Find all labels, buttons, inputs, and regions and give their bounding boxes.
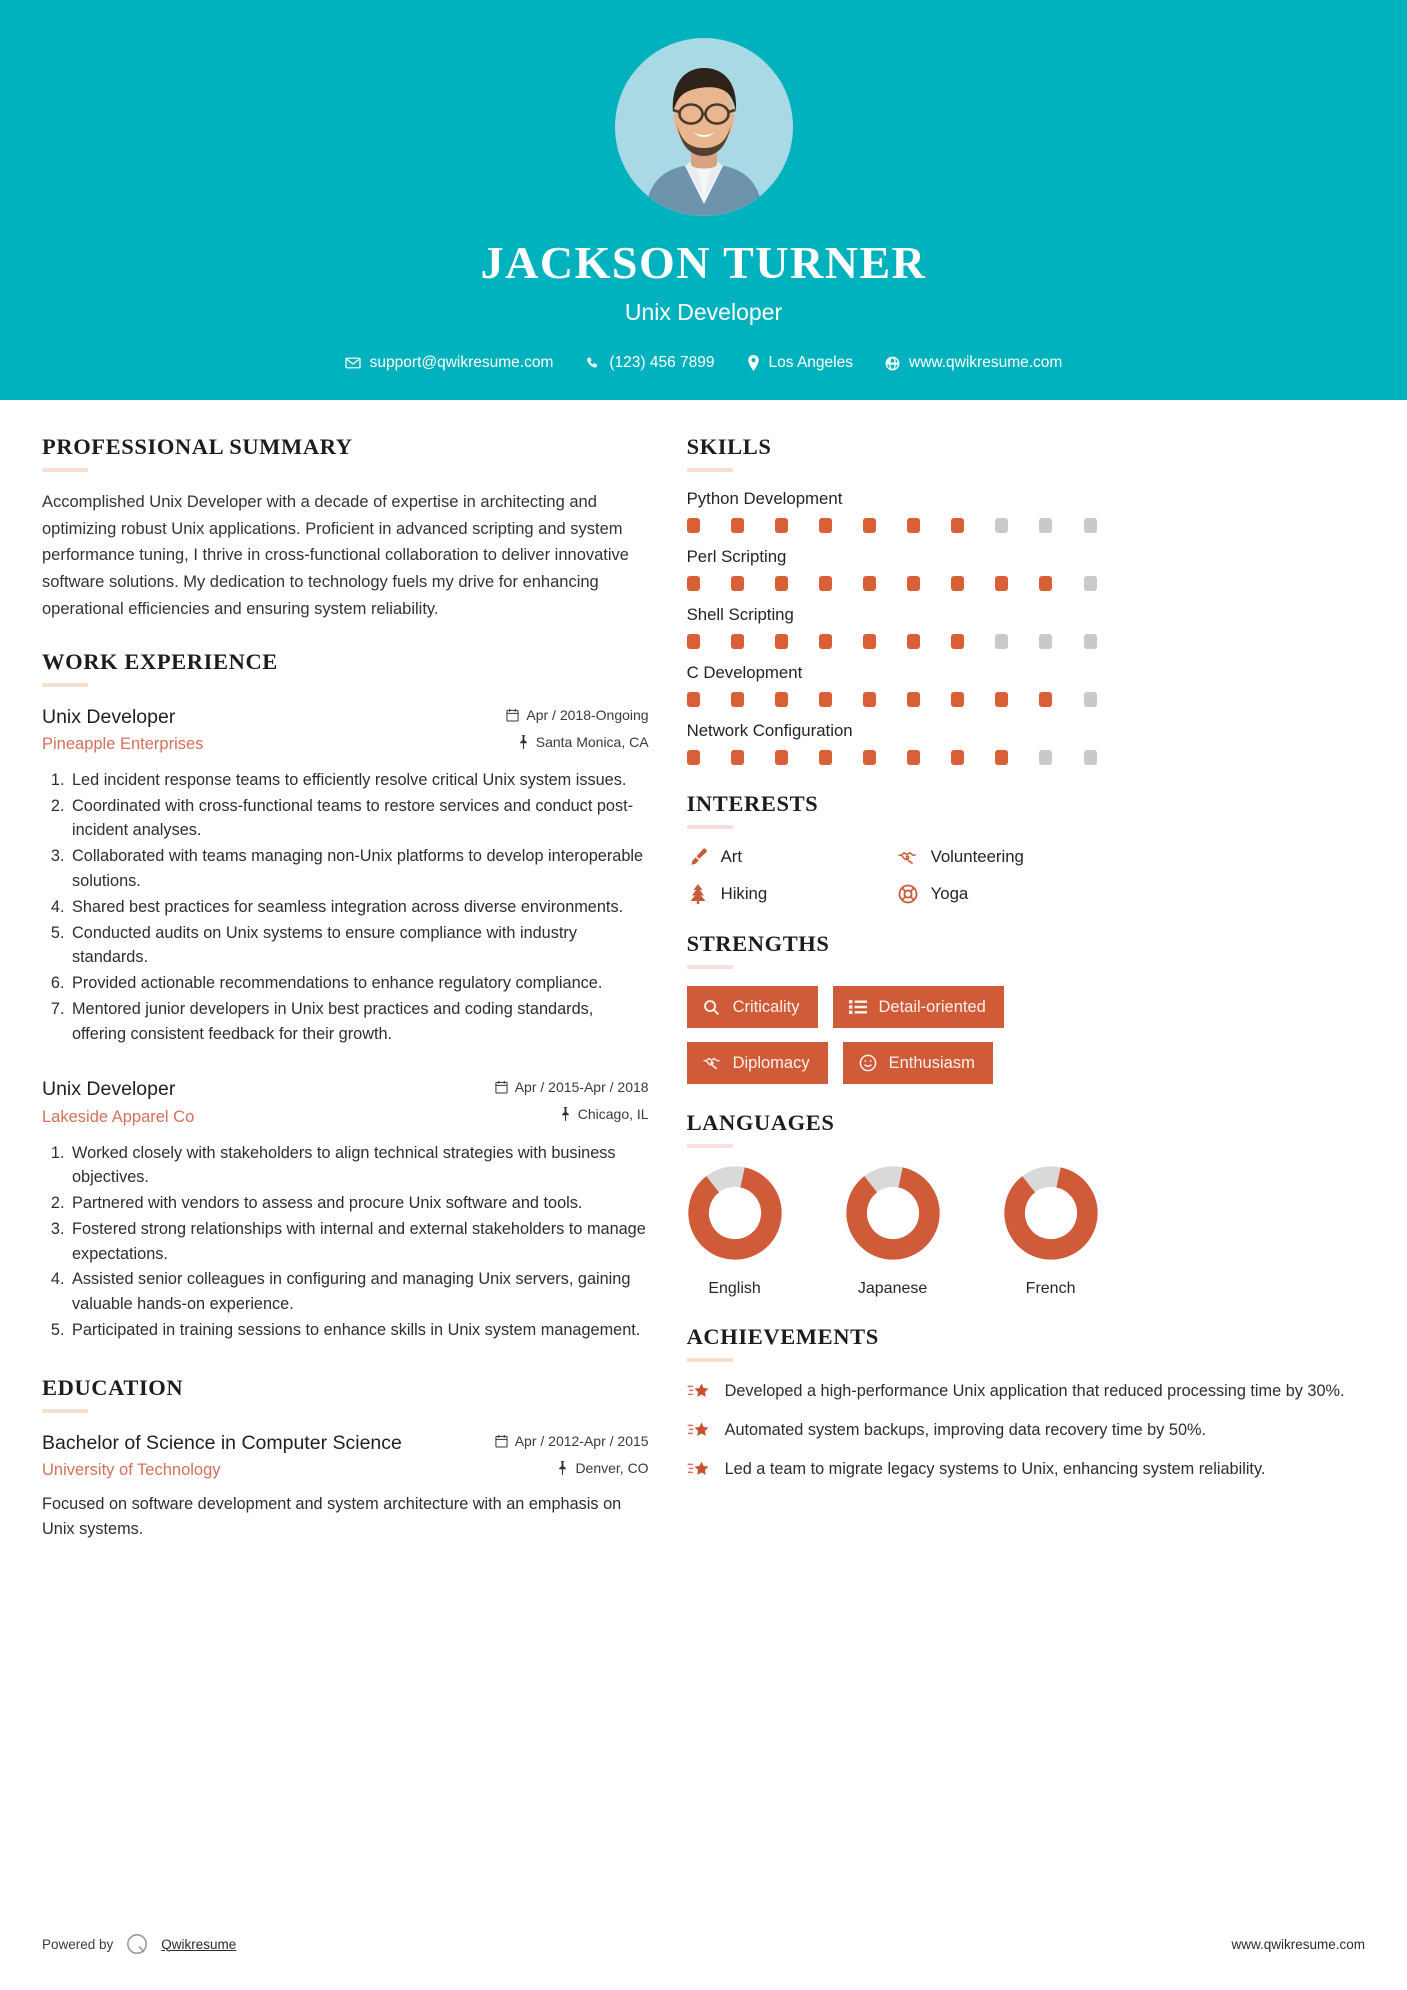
section-rule [687, 965, 733, 969]
achievement-item [687, 1379, 1365, 1405]
work-location-text: Chicago, IL [577, 1106, 649, 1123]
skill-label: Network Configuration [686, 721, 853, 740]
skill-item [687, 605, 1365, 649]
avatar [615, 38, 793, 216]
interests-grid [687, 846, 1107, 905]
section-title-strengths: STRENGTHS [686, 931, 830, 956]
section-title-skills: SKILLS [686, 434, 772, 459]
work-dates [506, 707, 648, 723]
section-title-achievements: ACHIEVEMENTS [686, 1324, 879, 1349]
calendar-icon [495, 1080, 508, 1094]
page-title: JACKSON TURNER [480, 237, 927, 288]
globe-icon [885, 356, 900, 371]
skill-dot-empty [995, 518, 1008, 533]
skill-dot-filled [995, 576, 1008, 591]
job-role-subtitle: Unix Developer [624, 299, 783, 325]
skill-item [687, 547, 1365, 591]
education-description: Focused on software development and system architecture with an emphasis on Unix systems. [42, 1495, 622, 1538]
skill-dot-filled [863, 518, 876, 533]
education-dates-text: Apr / 2012-Apr / 2015 [514, 1432, 649, 1449]
contact-phone-text: (123) 456 7899 [609, 354, 715, 371]
section-work-experience [42, 649, 649, 1343]
skill-item [687, 721, 1365, 765]
interest-label: Art [720, 847, 743, 866]
shooting-star-icon [687, 1459, 711, 1483]
section-rule [687, 468, 733, 472]
skill-dot-filled [819, 750, 832, 765]
interest-item [897, 883, 1107, 905]
skill-dot-filled [819, 518, 832, 533]
work-dates-text: Apr / 2018-Ongoing [526, 706, 649, 723]
work-bullet-list [42, 768, 649, 1046]
section-title-education: EDUCATION [42, 1374, 184, 1400]
shooting-star-icon [687, 1381, 711, 1405]
list-item: 6. Provided actionable recommendations to enhance regulatory compliance. [69, 971, 649, 996]
skill-dot-filled [863, 750, 876, 765]
section-interests [687, 791, 1365, 905]
skill-dot-empty [1084, 518, 1097, 533]
skill-item [687, 663, 1365, 707]
list-item: 4. Assisted senior colleagues in configuring and managing Unix servers, gaining valuable hands-on experience. [69, 1267, 649, 1317]
resume-header [0, 0, 1407, 400]
achievement-item [687, 1418, 1365, 1444]
skill-dot-filled [863, 634, 876, 649]
skill-dot-filled [907, 634, 920, 649]
section-title-summary: PROFESSIONAL SUMMARY [42, 434, 353, 459]
section-strengths [687, 931, 1365, 1084]
interest-label: Volunteering [930, 847, 1024, 866]
section-languages [687, 1110, 1365, 1298]
calendar-icon [495, 1434, 508, 1448]
section-rule [687, 825, 733, 829]
contact-phone[interactable] [585, 354, 714, 372]
strength-chip-detail-oriented[interactable] [833, 986, 1004, 1028]
contact-email[interactable] [345, 354, 554, 372]
contact-website[interactable] [885, 354, 1062, 372]
strength-label: Detail-oriented [878, 997, 986, 1016]
achievement-text: Developed a high-performance Unix application that reduced processing time by 30%. [724, 1382, 1345, 1400]
interest-label: Hiking [720, 884, 768, 903]
skill-dot-empty [1084, 576, 1097, 591]
calendar-icon [506, 708, 519, 722]
list-item: 2. Partnered with vendors to assess and procure Unix software and tools. [69, 1191, 649, 1216]
right-column [687, 434, 1365, 1568]
qwikresume-link[interactable]: Qwikresume [161, 1936, 237, 1952]
education-entry [42, 1430, 649, 1542]
skill-dot-filled [951, 576, 964, 591]
section-title-work: WORK EXPERIENCE [42, 648, 278, 674]
work-job-title: Unix Developer [42, 705, 176, 728]
strength-label: Enthusiasm [888, 1053, 975, 1072]
language-item [845, 1165, 941, 1298]
skill-dot-filled [687, 692, 700, 707]
work-company: Pineapple Enterprises [42, 734, 204, 753]
list-item: 2. Coordinated with cross-functional teams to restore services and conduct post-incident analyses. [69, 794, 649, 844]
skill-dot-filled [731, 750, 744, 765]
section-rule [42, 468, 88, 472]
skill-dot-filled [819, 576, 832, 591]
achievement-text: Led a team to migrate legacy systems to Unix, enhancing system reliability. [724, 1460, 1266, 1478]
section-skills [687, 434, 1365, 765]
work-location [495, 1106, 649, 1122]
shooting-star-icon [687, 1420, 711, 1444]
strengths-list [687, 986, 1117, 1084]
skill-dot-filled [907, 692, 920, 707]
skill-dot-filled [687, 750, 700, 765]
section-rule [42, 1409, 88, 1413]
skill-dot-filled [995, 692, 1008, 707]
skill-dot-empty [1084, 750, 1097, 765]
skill-level-meter [687, 692, 1097, 707]
section-rule [42, 683, 88, 687]
list-item: 1. Led incident response teams to efficiently resolve critical Unix system issues. [69, 768, 649, 793]
list-item: 7. Mentored junior developers in Unix best practices and coding standards, offering consistent feedback for their growth. [69, 997, 649, 1047]
list-item: 3. Fostered strong relationships with internal and external stakeholders to manage expectations. [69, 1217, 649, 1267]
smiley-icon [858, 1053, 878, 1073]
contact-bar [345, 354, 1063, 372]
resume-footer [0, 1898, 1407, 1990]
skill-dot-empty [1084, 692, 1097, 707]
skill-dot-filled [687, 576, 700, 591]
skill-dot-filled [951, 634, 964, 649]
skill-dot-empty [995, 634, 1008, 649]
left-column [42, 434, 649, 1568]
achievement-item [687, 1457, 1365, 1483]
pushpin-icon [560, 1107, 571, 1121]
skill-dot-filled [775, 692, 788, 707]
section-professional-summary [42, 434, 649, 623]
qwikresume-logo-icon [124, 1931, 150, 1957]
pushpin-icon [518, 735, 529, 749]
skill-item [687, 489, 1365, 533]
skill-dot-empty [1039, 518, 1052, 533]
skill-dot-filled [951, 750, 964, 765]
resume-body [0, 400, 1407, 1568]
skill-dot-filled [951, 692, 964, 707]
skill-dot-filled [731, 692, 744, 707]
powered-by-block [42, 1931, 236, 1957]
education-school: University of Technology [42, 1461, 221, 1480]
list-item: 5. Conducted audits on Unix systems to ensure compliance with industry standards. [69, 921, 649, 971]
skill-dot-filled [819, 634, 832, 649]
skill-dot-filled [775, 576, 788, 591]
interest-item [687, 883, 897, 905]
envelope-icon [345, 355, 361, 371]
contact-location-text: Los Angeles [768, 354, 853, 371]
skill-dot-empty [1084, 634, 1097, 649]
interest-item [687, 846, 897, 868]
work-bullet-list [42, 1141, 649, 1343]
list-item: 4. Shared best practices for seamless integration across diverse environments. [69, 895, 649, 920]
skill-dot-filled [819, 692, 832, 707]
work-location-text: Santa Monica, CA [535, 733, 649, 750]
skill-dot-filled [907, 750, 920, 765]
skill-dot-filled [863, 692, 876, 707]
section-rule [687, 1358, 733, 1362]
skill-dot-filled [951, 518, 964, 533]
language-donut-chart [845, 1165, 941, 1261]
section-title-languages: LANGUAGES [686, 1110, 835, 1135]
skill-level-meter [687, 576, 1097, 591]
paintbrush-icon [687, 846, 709, 868]
language-label: French [1025, 1280, 1076, 1297]
list-item: 1. Worked closely with stakeholders to align technical strategies with business objectives. [69, 1141, 649, 1191]
achievement-text: Automated system backups, improving data recovery time by 50%. [724, 1421, 1206, 1439]
contact-location[interactable] [747, 354, 853, 372]
strength-label: Diplomacy [732, 1053, 810, 1072]
list-icon [848, 997, 868, 1017]
pushpin-icon [557, 1461, 568, 1475]
skill-dot-filled [863, 576, 876, 591]
work-dates [495, 1079, 649, 1095]
map-pin-icon [747, 355, 760, 371]
section-title-interests: INTERESTS [686, 791, 819, 816]
skill-dot-filled [995, 750, 1008, 765]
avatar-photo-icon [615, 38, 793, 216]
skill-dot-filled [687, 518, 700, 533]
skill-label: Perl Scripting [686, 547, 787, 566]
skill-dot-empty [1039, 634, 1052, 649]
strength-chip-enthusiasm[interactable] [843, 1042, 993, 1084]
skill-dot-filled [1039, 576, 1052, 591]
skill-label: Shell Scripting [686, 605, 794, 624]
section-achievements [687, 1324, 1365, 1483]
skill-dot-filled [731, 576, 744, 591]
contact-email-text: support@qwikresume.com [369, 354, 554, 371]
skill-dot-filled [731, 518, 744, 533]
contact-website-text: www.qwikresume.com [909, 354, 1063, 371]
language-donut-chart [1003, 1165, 1099, 1261]
language-item [687, 1165, 783, 1298]
skill-label: C Development [686, 663, 803, 682]
education-degree: Bachelor of Science in Computer Science [42, 1431, 402, 1454]
work-entry [42, 1076, 649, 1342]
language-donut-chart [687, 1165, 783, 1261]
skill-dot-filled [775, 750, 788, 765]
list-item: 5. Participated in training sessions to enhance skills in Unix system management. [69, 1318, 649, 1343]
skills-list [687, 489, 1365, 765]
skill-dot-filled [907, 518, 920, 533]
phone-icon [585, 356, 600, 371]
work-location [506, 734, 648, 750]
skill-dot-filled [907, 576, 920, 591]
skill-dot-filled [731, 634, 744, 649]
footer-url: www.qwikresume.com [1231, 1936, 1365, 1952]
skill-label: Python Development [686, 489, 843, 508]
interest-item [897, 846, 1107, 868]
language-label: English [708, 1280, 761, 1297]
handshake-icon [702, 1053, 722, 1073]
summary-text: Accomplished Unix Developer with a decade of expertise in architecting and optimizing robust Unix applications. Proficient in advanced scripting and system performance tuning, I thrive in cross-functional collaboration to deliver innovative software solutions. My dedication to technology fuels my drive for enhancing operational efficiencies and ensuring system reliability. [42, 493, 629, 618]
skill-level-meter [687, 634, 1097, 649]
languages-list [687, 1165, 1365, 1298]
magnifier-icon [702, 997, 722, 1017]
language-label: Japanese [857, 1280, 928, 1297]
lifebuoy-icon [897, 883, 919, 905]
work-entry [42, 704, 649, 1047]
skill-level-meter [687, 750, 1097, 765]
skill-dot-empty [1039, 750, 1052, 765]
education-dates [495, 1433, 649, 1449]
language-item [1003, 1165, 1099, 1298]
skill-dot-filled [775, 518, 788, 533]
skill-level-meter [687, 518, 1097, 533]
section-rule [687, 1144, 733, 1148]
strength-label: Criticality [732, 997, 800, 1016]
skill-dot-filled [1039, 692, 1052, 707]
education-location [495, 1460, 649, 1476]
education-location-text: Denver, CO [575, 1459, 649, 1476]
list-item: 3. Collaborated with teams managing non-Unix platforms to develop interoperable solutions. [69, 844, 649, 894]
handshake-icon [897, 846, 919, 868]
section-education [42, 1375, 649, 1542]
pine-tree-icon [687, 883, 709, 905]
work-dates-text: Apr / 2015-Apr / 2018 [514, 1079, 649, 1096]
strength-chip-criticality[interactable] [687, 986, 818, 1028]
interest-label: Yoga [930, 884, 969, 903]
work-company: Lakeside Apparel Co [42, 1107, 195, 1126]
powered-by-label: Powered by [42, 1936, 114, 1952]
skill-dot-filled [687, 634, 700, 649]
work-job-title: Unix Developer [42, 1078, 176, 1101]
skill-dot-filled [775, 634, 788, 649]
strength-chip-diplomacy[interactable] [687, 1042, 828, 1084]
